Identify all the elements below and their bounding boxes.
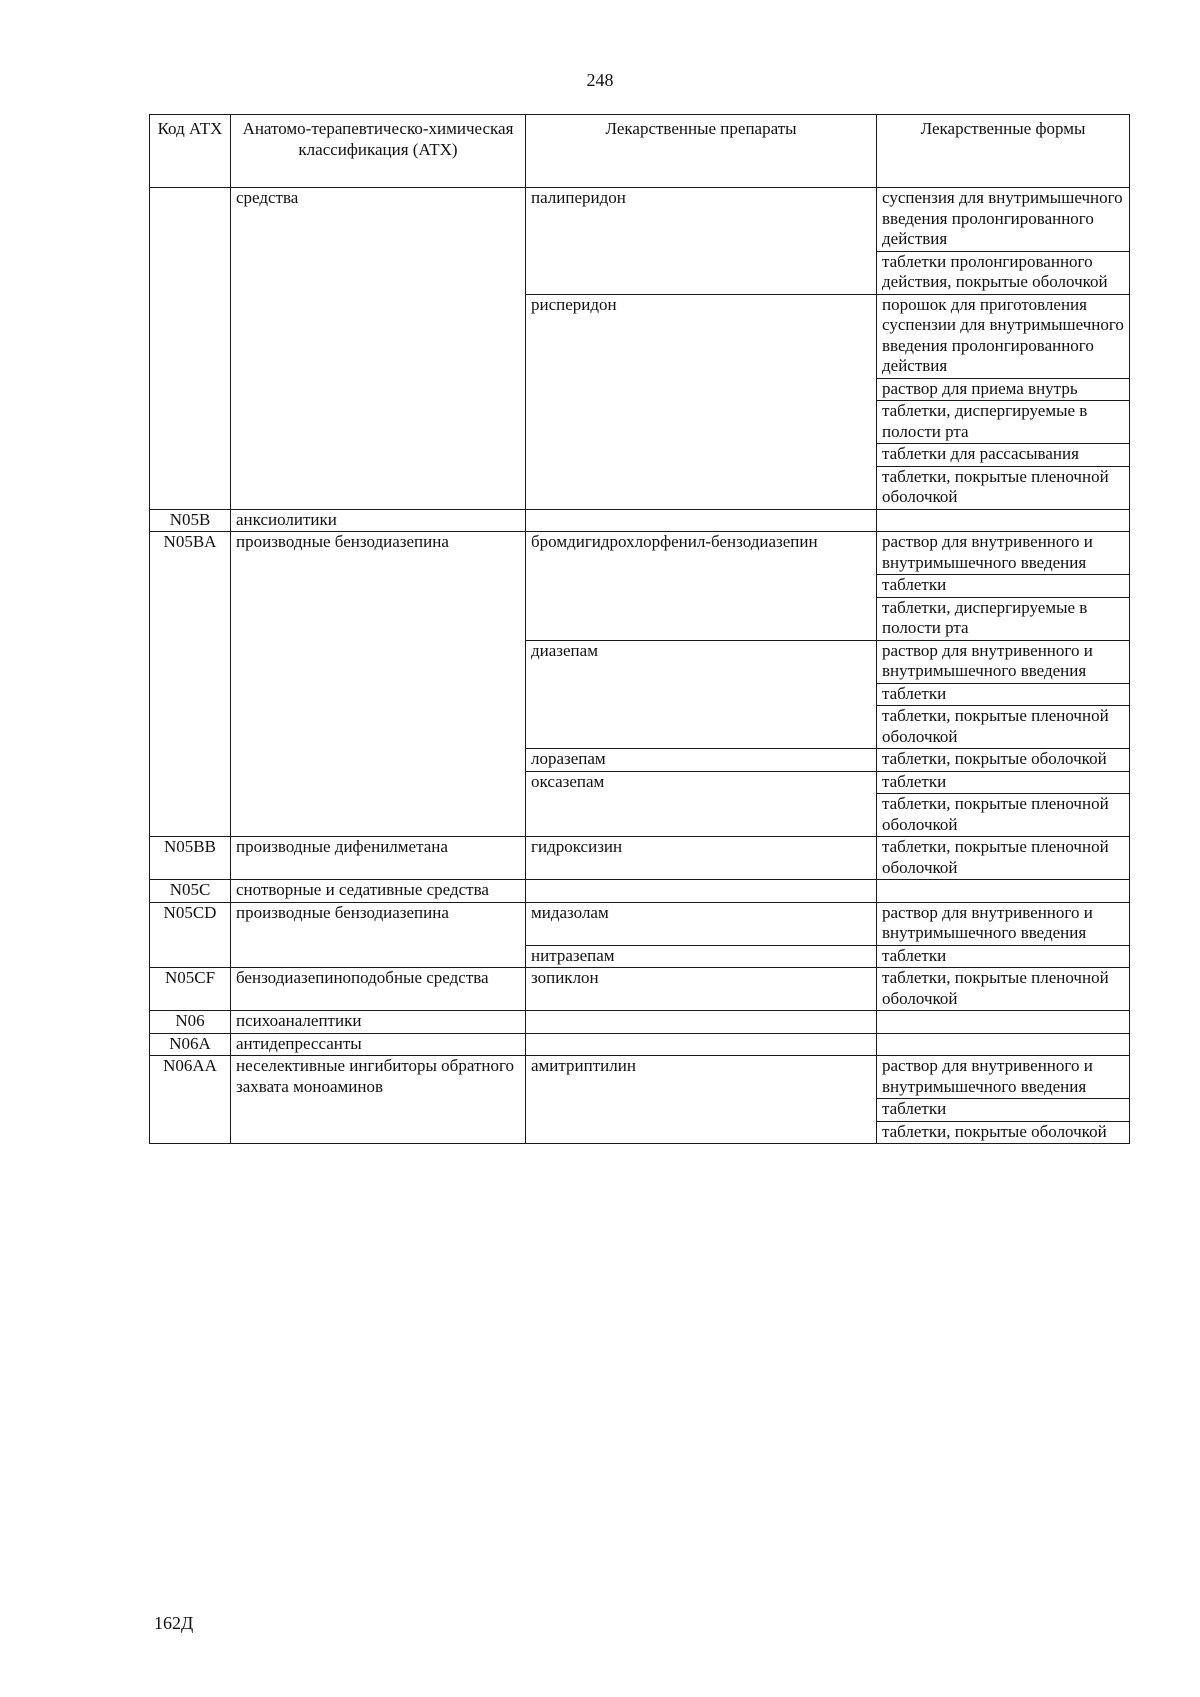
table-row [150, 837, 1130, 880]
classification-cell: психоаналептики [231, 1011, 526, 1034]
classification-cell: анксиолитики [231, 509, 526, 532]
form-cell: порошок для приготовления суспензии для внутримышечного введения пролонгированного действия [877, 294, 1130, 378]
drug-cell: диазепам [526, 640, 877, 749]
classification-cell: неселективные ингибиторы обратного захвата моноаминов [231, 1056, 526, 1144]
table-header-row [150, 115, 1130, 188]
atx-code-cell: N06 [150, 1011, 231, 1034]
classification-cell: бензодиазепиноподобные средства [231, 968, 526, 1011]
form-cell: раствор для внутривенного и внутримышечного введения [877, 640, 1130, 683]
form-cell: таблетки, покрытые пленочной оболочкой [877, 968, 1130, 1011]
table-row [150, 532, 1130, 575]
atx-code-cell: N05CD [150, 902, 231, 968]
form-cell: раствор для приема внутрь [877, 378, 1130, 401]
form-cell: раствор для внутривенного и внутримышечного введения [877, 902, 1130, 945]
form-cell [877, 509, 1130, 532]
table-row [150, 188, 1130, 252]
atx-code-cell: N05C [150, 880, 231, 903]
atx-drug-table [149, 114, 1130, 1144]
table-row [150, 1011, 1130, 1034]
drug-cell: лоразепам [526, 749, 877, 772]
drug-cell: мидазолам [526, 902, 877, 945]
header-drugs: Лекарственные препараты [526, 115, 877, 188]
drug-cell: амитриптилин [526, 1056, 877, 1144]
atx-code-cell [150, 188, 231, 510]
atx-code-cell: N05BB [150, 837, 231, 880]
page-number: 248 [586, 70, 614, 90]
table-row [150, 968, 1130, 1011]
classification-cell: производные бензодиазепина [231, 902, 526, 968]
drug-cell: гидроксизин [526, 837, 877, 880]
drug-cell [526, 1033, 877, 1056]
header-forms: Лекарственные формы [877, 115, 1130, 188]
atx-code-cell: N06AA [150, 1056, 231, 1144]
form-cell: раствор для внутривенного и внутримышечного введения [877, 1056, 1130, 1099]
table-row [150, 1033, 1130, 1056]
drug-cell [526, 1011, 877, 1034]
form-cell [877, 1033, 1130, 1056]
form-cell: таблетки пролонгированного действия, покрытые оболочкой [877, 251, 1130, 294]
form-cell: таблетки [877, 771, 1130, 794]
form-cell: суспензия для внутримышечного введения пролонгированного действия [877, 188, 1130, 252]
drug-cell: палиперидон [526, 188, 877, 295]
classification-cell: антидепрессанты [231, 1033, 526, 1056]
form-cell: таблетки [877, 1099, 1130, 1122]
document-code: 162Д [154, 1613, 194, 1633]
classification-cell: производные бензодиазепина [231, 532, 526, 837]
atx-code-cell: N05CF [150, 968, 231, 1011]
drug-cell: нитразепам [526, 945, 877, 968]
drug-cell: зопиклон [526, 968, 877, 1011]
form-cell: таблетки, покрытые оболочкой [877, 1121, 1130, 1144]
table-row [150, 509, 1130, 532]
drug-cell: рисперидон [526, 294, 877, 509]
classification-cell: производные дифенилметана [231, 837, 526, 880]
atx-code-cell: N05B [150, 509, 231, 532]
form-cell: таблетки [877, 575, 1130, 598]
drug-cell [526, 509, 877, 532]
classification-cell: средства [231, 188, 526, 510]
drug-cell [526, 880, 877, 903]
form-cell: таблетки, диспергируемые в полости рта [877, 401, 1130, 444]
form-cell: таблетки, покрытые пленочной оболочкой [877, 466, 1130, 509]
form-cell: таблетки, диспергируемые в полости рта [877, 597, 1130, 640]
form-cell: раствор для внутривенного и внутримышечного введения [877, 532, 1130, 575]
form-cell: таблетки, покрытые оболочкой [877, 749, 1130, 772]
classification-cell: снотворные и седативные средства [231, 880, 526, 903]
drug-cell: бромдигидрохлорфенил-бензодиазепин [526, 532, 877, 641]
drug-cell: оксазепам [526, 771, 877, 837]
form-cell: таблетки, покрытые пленочной оболочкой [877, 837, 1130, 880]
table-row [150, 1056, 1130, 1099]
form-cell: таблетки для рассасывания [877, 444, 1130, 467]
atx-code-cell: N05BA [150, 532, 231, 837]
header-classification: Анатомо-терапевтическо-химическая классификация (АТХ) [231, 115, 526, 188]
form-cell: таблетки [877, 945, 1130, 968]
table-row [150, 902, 1130, 945]
form-cell: таблетки, покрытые пленочной оболочкой [877, 794, 1130, 837]
header-code: Код АТХ [150, 115, 231, 188]
form-cell [877, 880, 1130, 903]
atx-code-cell: N06A [150, 1033, 231, 1056]
form-cell: таблетки, покрытые пленочной оболочкой [877, 706, 1130, 749]
form-cell [877, 1011, 1130, 1034]
table-row [150, 880, 1130, 903]
form-cell: таблетки [877, 683, 1130, 706]
